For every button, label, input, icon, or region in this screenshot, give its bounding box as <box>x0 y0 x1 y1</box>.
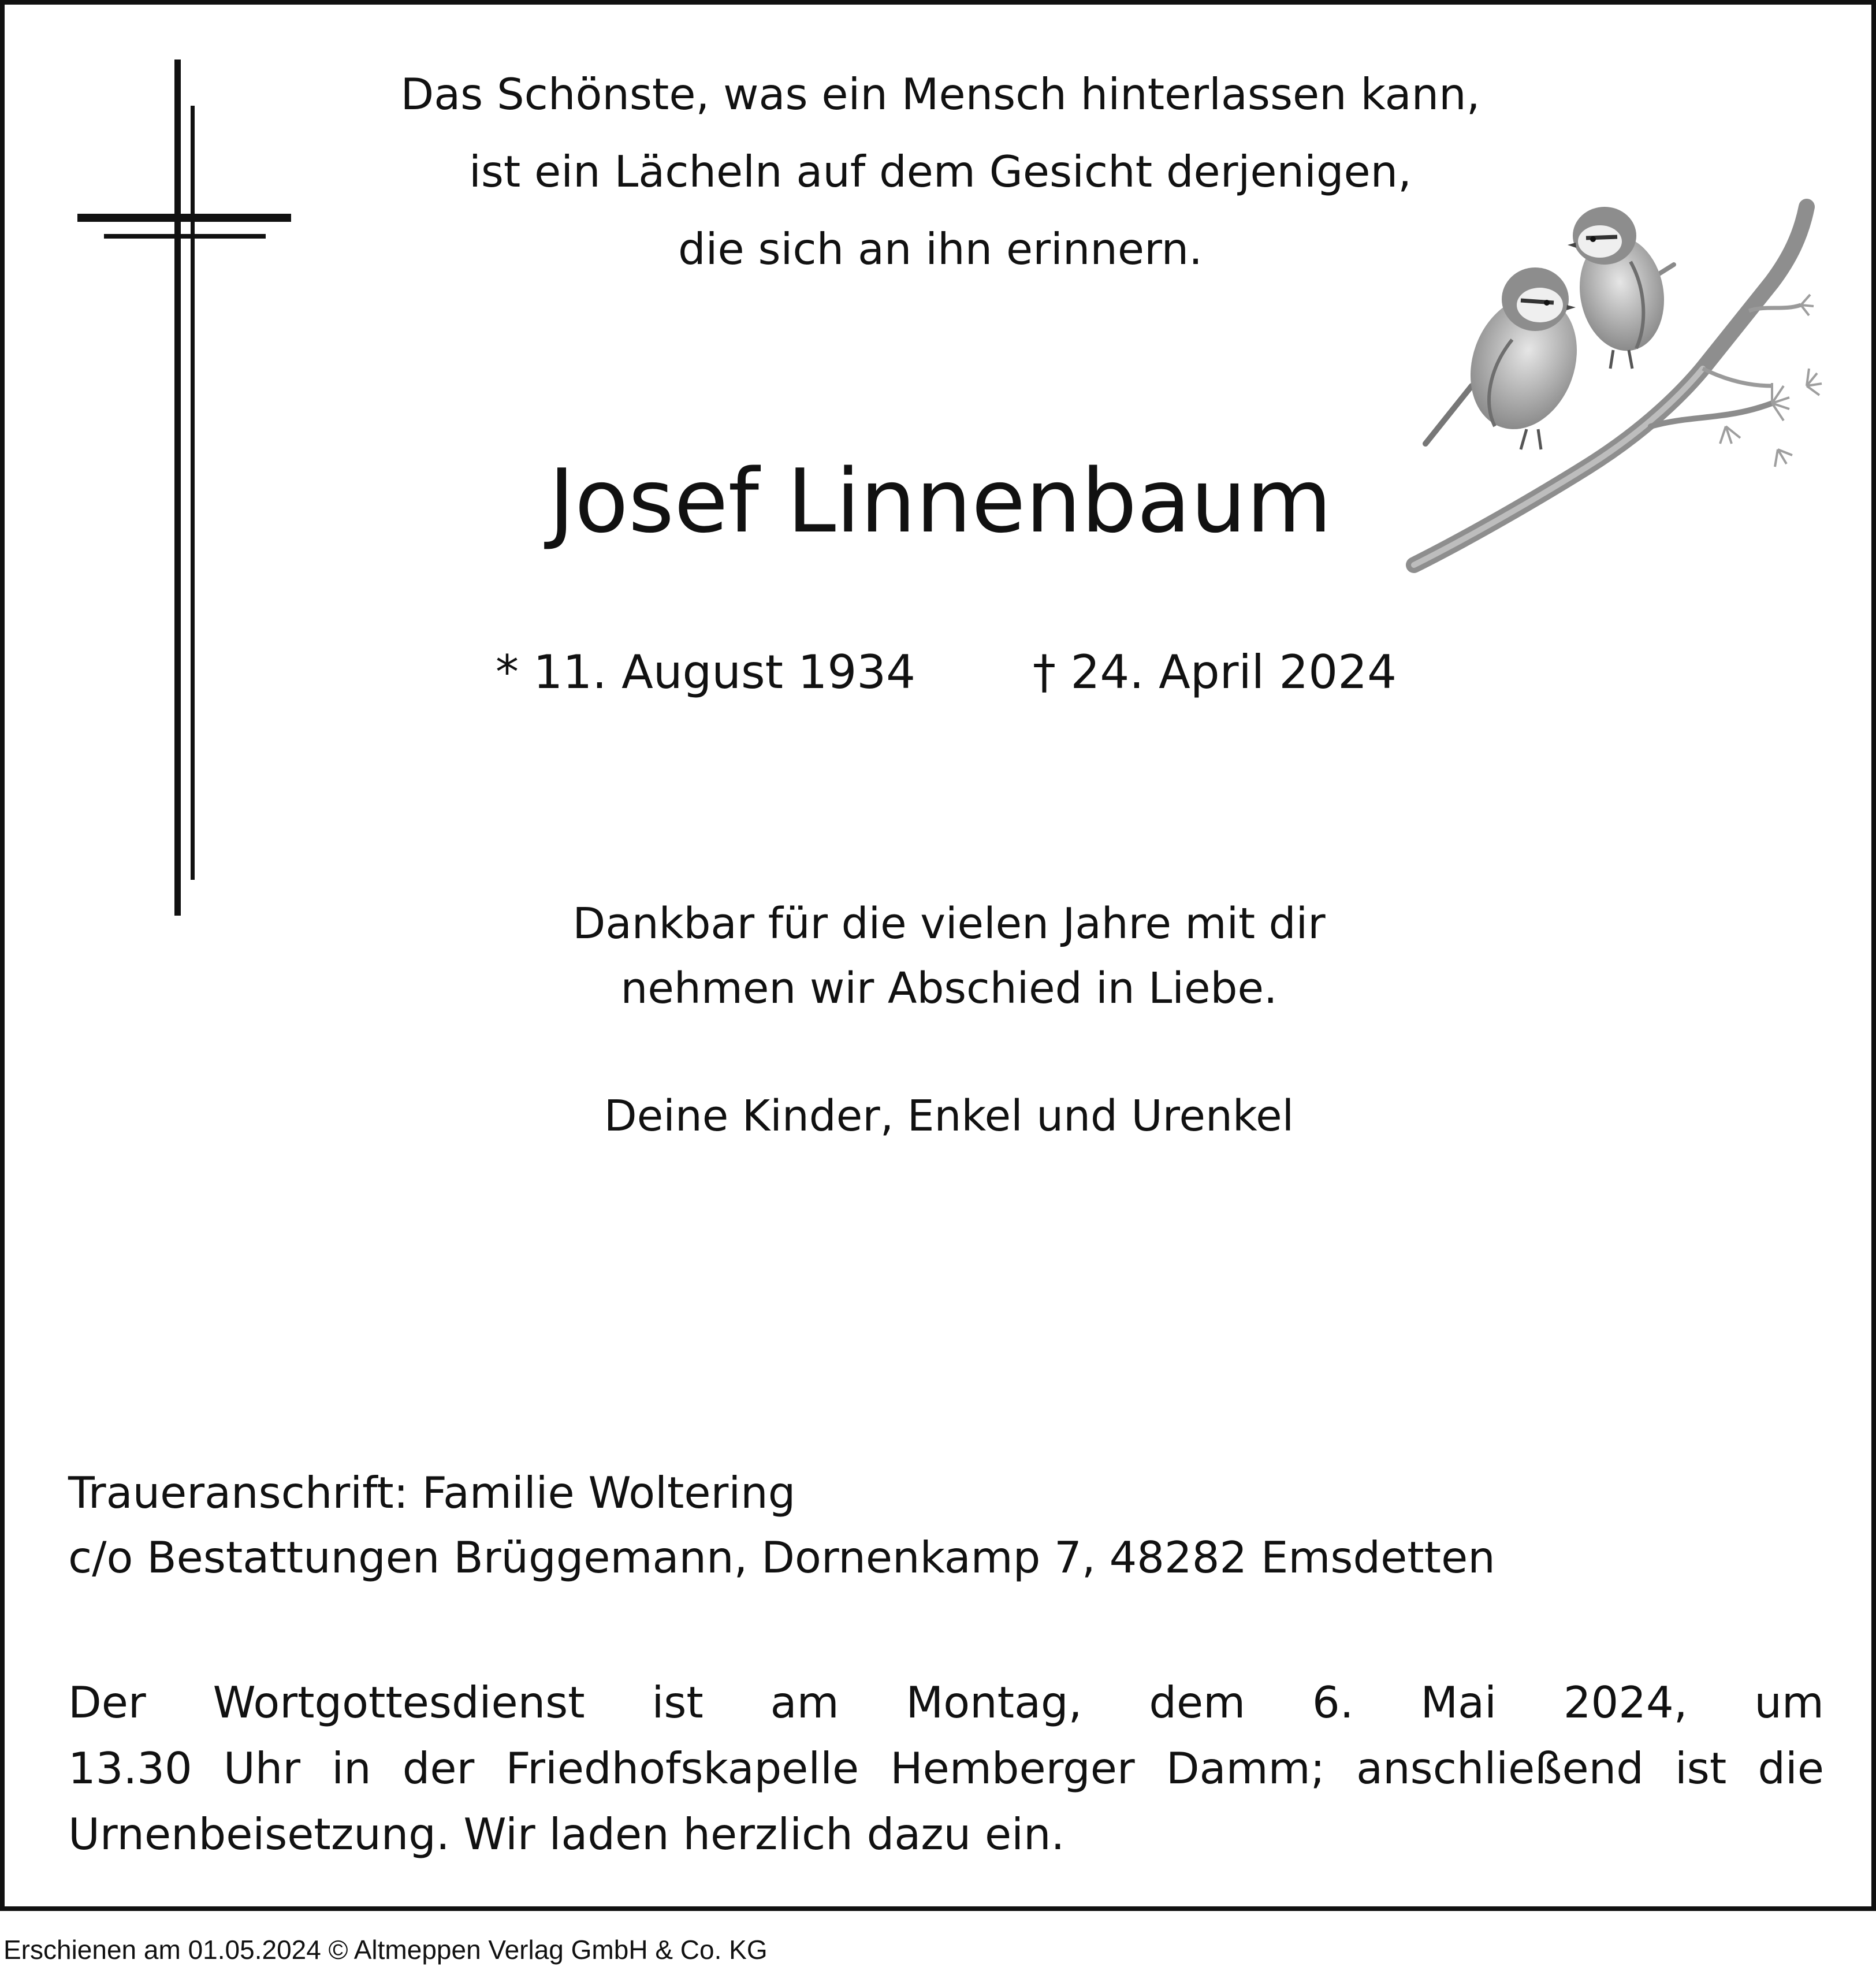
farewell-line-1: Dankbar für die vielen Jahre mit dir <box>572 899 1326 949</box>
address-line-2: c/o Bestattungen Brüggemann, Dornenkamp 7, 48282 Emsdetten <box>68 1532 1495 1583</box>
birds-on-branch-illustration <box>1402 195 1830 577</box>
cross-icon <box>74 60 299 920</box>
service-line-1: Der Wortgottesdienst ist am Montag, dem 6. Mai 2024, um <box>68 1677 1824 1728</box>
memorial-quote <box>328 55 1553 288</box>
quote-line-1: Das Schönste, was ein Mensch hinterlassen kann, <box>400 69 1480 120</box>
service-line-2: 13.30 Uhr in der Friedhofskapelle Hemberger Damm; anschließend ist die <box>68 1743 1824 1794</box>
mourning-address <box>68 1460 1801 1590</box>
publication-footer: Erschienen am 01.05.2024 © Altmeppen Verlag GmbH & Co. KG <box>3 1935 768 1965</box>
birth-date: * 11. August 1934 <box>496 645 916 699</box>
farewell-line-2: nehmen wir Abschied in Liebe. <box>620 964 1278 1013</box>
mourners-signature: Deine Kinder, Enkel und Urenkel <box>604 1091 1294 1141</box>
farewell-text <box>490 891 1408 1021</box>
deceased-name: Josef Linnenbaum <box>549 450 1332 552</box>
service-line-3: Urnenbeisetzung. Wir laden herzlich dazu ein. <box>68 1809 1065 1860</box>
service-announcement <box>68 1670 1824 1867</box>
address-line-1: Traueranschrift: Familie Woltering <box>68 1467 796 1518</box>
quote-line-2: ist ein Lächeln auf dem Gesicht derjenigen, <box>468 146 1412 197</box>
quote-line-3: die sich an ihn erinnern. <box>678 224 1203 274</box>
life-dates <box>496 638 1397 707</box>
death-date: † 24. April 2024 <box>1033 645 1397 699</box>
